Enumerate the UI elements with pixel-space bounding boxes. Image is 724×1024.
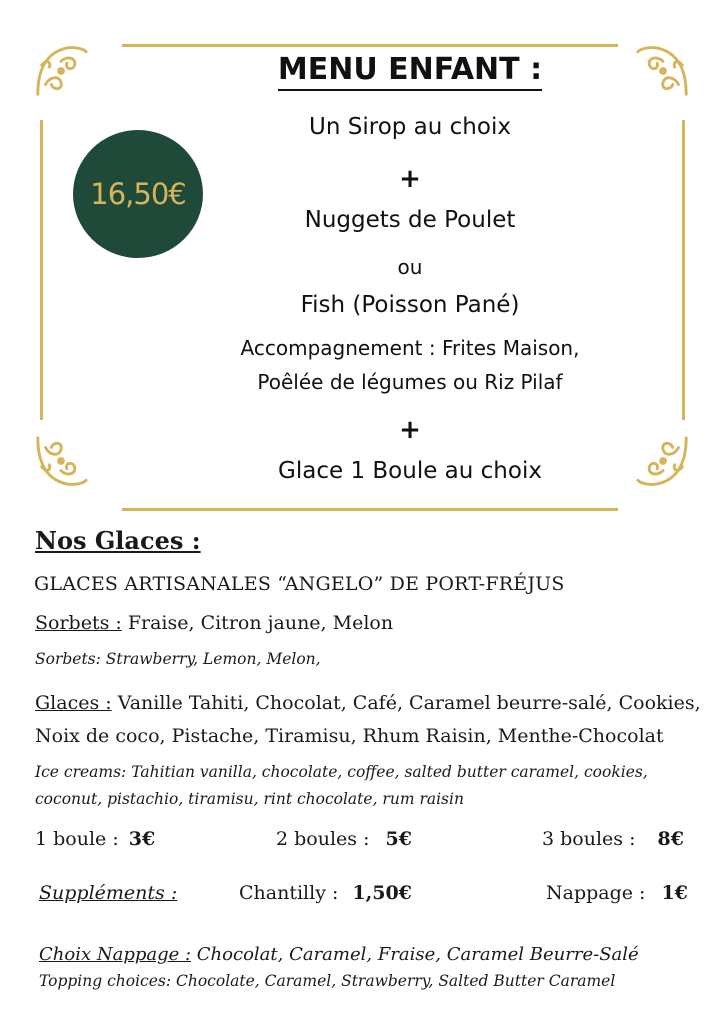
toppings-list-fr: Chocolat, Caramel, Fraise, Caramel Beurre-Salé [191, 944, 639, 965]
menu-line-sirop: Un Sirop au choix [309, 114, 511, 140]
ornament-top-right-icon [634, 42, 692, 100]
chantilly-value: 1,50€ [352, 882, 412, 904]
glaces-en-line-2: coconut, pistachio, tiramisu, rint chocolate, rum raisin [35, 790, 464, 808]
supplement-nappage [546, 882, 688, 904]
supplements-label: Suppléments : [39, 882, 178, 904]
section-title-glaces: Nos Glaces : [35, 526, 201, 555]
menu-line-fish: Fish (Poisson Pané) [300, 292, 520, 318]
glaces-fr-line-2: Noix de coco, Pistache, Tiramisu, Rhum Raisin, Menthe-Chocolat [35, 725, 664, 747]
menu-line-ou: ou [397, 255, 423, 279]
menu-title: MENU ENFANT : [190, 52, 630, 87]
supplement-chantilly [239, 882, 412, 904]
chantilly-label: Chantilly : [239, 882, 339, 904]
glaces-list-1: Vanille Tahiti, Chocolat, Café, Caramel beurre-salé, Cookies, [111, 692, 701, 714]
price-2-boules [276, 828, 412, 850]
brand-line: GLACES ARTISANALES “ANGELO” DE PORT-FRÉJUS [34, 573, 565, 595]
sorbets-fr-line [35, 612, 393, 634]
toppings-fr-line [39, 944, 639, 965]
frame-left-line [40, 120, 43, 420]
frame-top-line [122, 44, 618, 47]
price-badge-text: 16,50€ [90, 177, 186, 211]
ornament-bottom-right-icon [634, 432, 692, 490]
ornament-top-left-icon [32, 42, 90, 100]
menu-line-nuggets: Nuggets de Poulet [304, 207, 516, 233]
nappage-value: 1€ [661, 882, 688, 904]
price-label-2: 2 boules : [276, 828, 370, 850]
nappage-label: Nappage : [546, 882, 646, 904]
menu-line-accompagnement: Accompagnement : Frites Maison, [240, 336, 580, 360]
price-3-boules [542, 828, 684, 850]
price-label-3: 3 boules : [542, 828, 636, 850]
price-value-3: 8€ [657, 828, 684, 850]
glaces-en-line-1: Ice creams: Tahitian vanilla, chocolate, coffee, salted butter caramel, cookies, [35, 763, 648, 781]
toppings-label: Choix Nappage : [39, 944, 192, 965]
sorbets-list: Fraise, Citron jaune, Melon [121, 612, 394, 634]
price-1-boule [35, 828, 155, 850]
price-badge [73, 130, 203, 258]
glaces-label: Glaces : [35, 692, 112, 714]
menu-plus-2: + [399, 415, 421, 445]
price-value-2: 5€ [385, 828, 412, 850]
toppings-en-line: Topping choices: Chocolate, Caramel, Strawberry, Salted Butter Caramel [39, 972, 616, 990]
menu-line-glace: Glace 1 Boule au choix [278, 458, 542, 484]
sorbets-label: Sorbets : [35, 612, 122, 634]
glaces-fr-line-1 [35, 692, 701, 714]
sorbets-en-line: Sorbets: Strawberry, Lemon, Melon, [35, 650, 321, 668]
price-label-1: 1 boule : [35, 828, 119, 850]
frame-bottom-line [122, 508, 618, 511]
price-value-1: 3€ [128, 828, 156, 850]
ornament-bottom-left-icon [32, 432, 90, 490]
menu-line-sides: Poêlée de légumes ou Riz Pilaf [257, 370, 563, 394]
frame-right-line [682, 120, 685, 420]
menu-plus-1: + [399, 164, 421, 194]
